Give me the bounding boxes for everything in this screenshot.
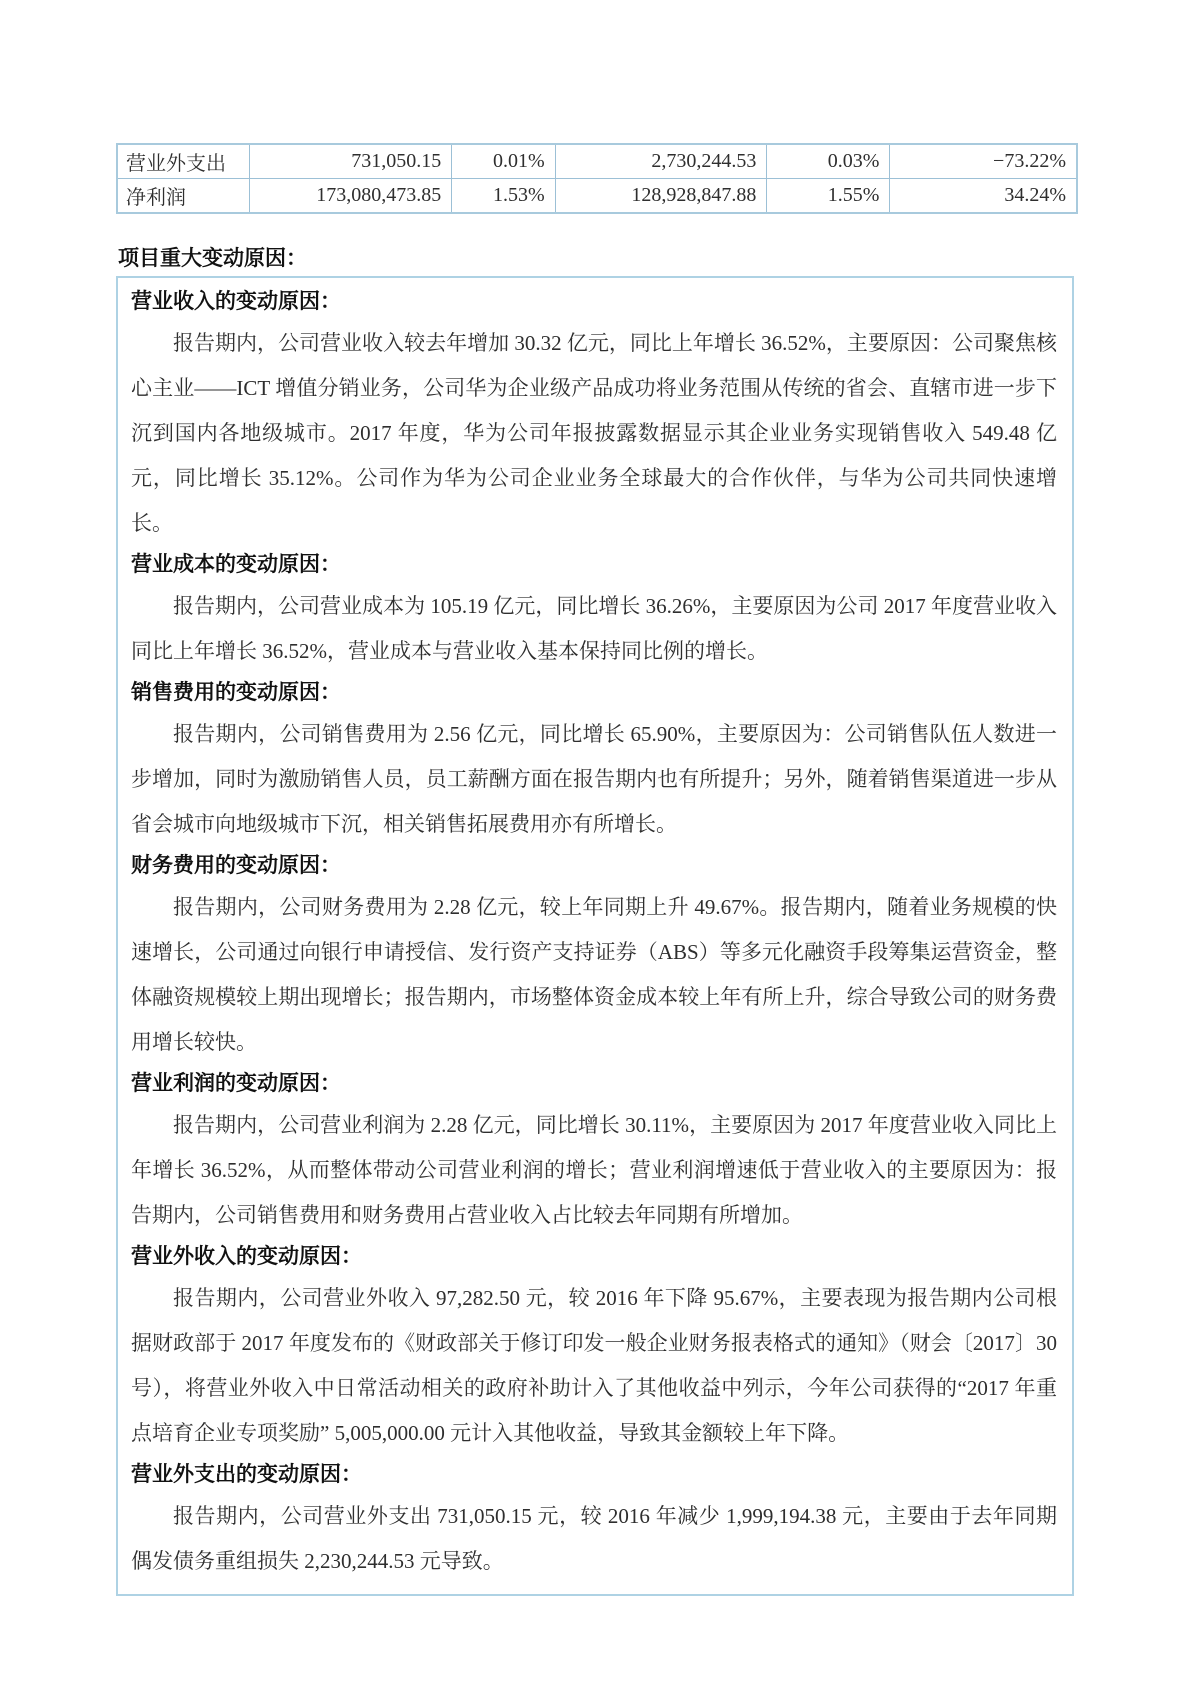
section-body: 报告期内，公司营业成本为 105.19 亿元，同比增长 36.26%，主要原因为公司 2017 年度营业收入同比上年增长 36.52%，营业成本与营业收入基本保持同比例的增长。: [131, 594, 1057, 663]
section-body: 报告期内，公司营业外收入 97,282.50 元，较 2016 年下降 95.67%，主要表现为报告期内公司根据财政部于 2017 年度发布的《财政部关于修订印发一般企业财务报表格式的通知》（财会〔2017〕30 号），将营业外收入中日常活动相关的政府补助计入了其他收益中列示，今年公司获得的“2017 年重点培育企业专项奖励” 5,005,000.00 元计入其他收益，导致其金额较上年下降。: [131, 1286, 1057, 1445]
section-title: 营业利润的变动原因：: [131, 1072, 341, 1095]
row-label: 营业外支出: [117, 144, 250, 179]
prior-amount-cell: 128,928,847.88: [555, 179, 767, 214]
section-title: 销售费用的变动原因：: [131, 681, 341, 704]
prior-amount-cell: 2,730,244.53: [555, 144, 767, 179]
current-amount-cell: 173,080,473.85: [250, 179, 452, 214]
current-ratio-cell: 1.53%: [452, 179, 555, 214]
section-non-operating-income: [131, 1238, 1057, 1456]
document-content: [116, 143, 1074, 1596]
major-changes-heading: 项目重大变动原因：: [118, 247, 307, 270]
change-percent-cell: 34.24%: [890, 179, 1077, 214]
change-percent-cell: −73.22%: [890, 144, 1077, 179]
prior-ratio-cell: 0.03%: [767, 144, 890, 179]
financial-summary-table: [116, 143, 1078, 214]
row-label: 净利润: [117, 179, 250, 214]
section-title: 营业外收入的变动原因：: [131, 1245, 362, 1268]
section-body: 报告期内，公司财务费用为 2.28 亿元，较上年同期上升 49.67%。报告期内，随着业务规模的快速增长，公司通过向银行申请授信、发行资产支持证券（ABS）等多元化融资手段筹集运营资金，整体融资规模较上期出现增长；报告期内，市场整体资金成本较上年有所上升，综合导致公司的财务费用增长较快。: [131, 895, 1057, 1054]
section-selling-expense: [131, 674, 1057, 847]
section-body: 报告期内，公司营业利润为 2.28 亿元，同比增长 30.11%，主要原因为 2017 年度营业收入同比上年增长 36.52%，从而整体带动公司营业利润的增长；营业利润增速低于营业收入的主要原因为：报告期内，公司销售费用和财务费用占营业收入占比较去年同期有所增加。: [131, 1113, 1057, 1227]
section-body: 报告期内，公司营业收入较去年增加 30.32 亿元，同比上年增长 36.52%，主要原因：公司聚焦核心主业——ICT 增值分销业务，公司华为企业级产品成功将业务范围从传统的省会、直辖市进一步下沉到国内各地级城市。2017 年度，华为公司年报披露数据显示其企业业务实现销售收入 549.48 亿元，同比增长 35.12%。公司作为华为公司企业业务全球最大的合作伙伴，与华为公司共同快速增长。: [131, 331, 1057, 535]
section-title: 营业收入的变动原因：: [131, 290, 341, 313]
section-title: 营业成本的变动原因：: [131, 553, 341, 576]
section-body: 报告期内，公司营业外支出 731,050.15 元，较 2016 年减少 1,999,194.38 元，主要由于去年同期偶发债务重组损失 2,230,244.53 元导致。: [131, 1504, 1057, 1573]
section-cost: [131, 546, 1057, 674]
table-row: [117, 179, 1077, 214]
section-title: 营业外支出的变动原因：: [131, 1463, 362, 1486]
current-amount-cell: 731,050.15: [250, 144, 452, 179]
table-row: [117, 144, 1077, 179]
section-title: 财务费用的变动原因：: [131, 854, 341, 877]
section-body: 报告期内，公司销售费用为 2.56 亿元，同比增长 65.90%，主要原因为：公司销售队伍人数进一步增加，同时为激励销售人员，员工薪酬方面在报告期内也有所提升；另外，随着销售渠道进一步从省会城市向地级城市下沉，相关销售拓展费用亦有所增长。: [131, 722, 1057, 836]
section-operating-profit: [131, 1065, 1057, 1238]
section-non-operating-expense: [131, 1456, 1057, 1584]
section-finance-expense: [131, 847, 1057, 1065]
current-ratio-cell: 0.01%: [452, 144, 555, 179]
reasons-box: [116, 276, 1074, 1596]
section-revenue: [131, 283, 1057, 546]
prior-ratio-cell: 1.55%: [767, 179, 890, 214]
